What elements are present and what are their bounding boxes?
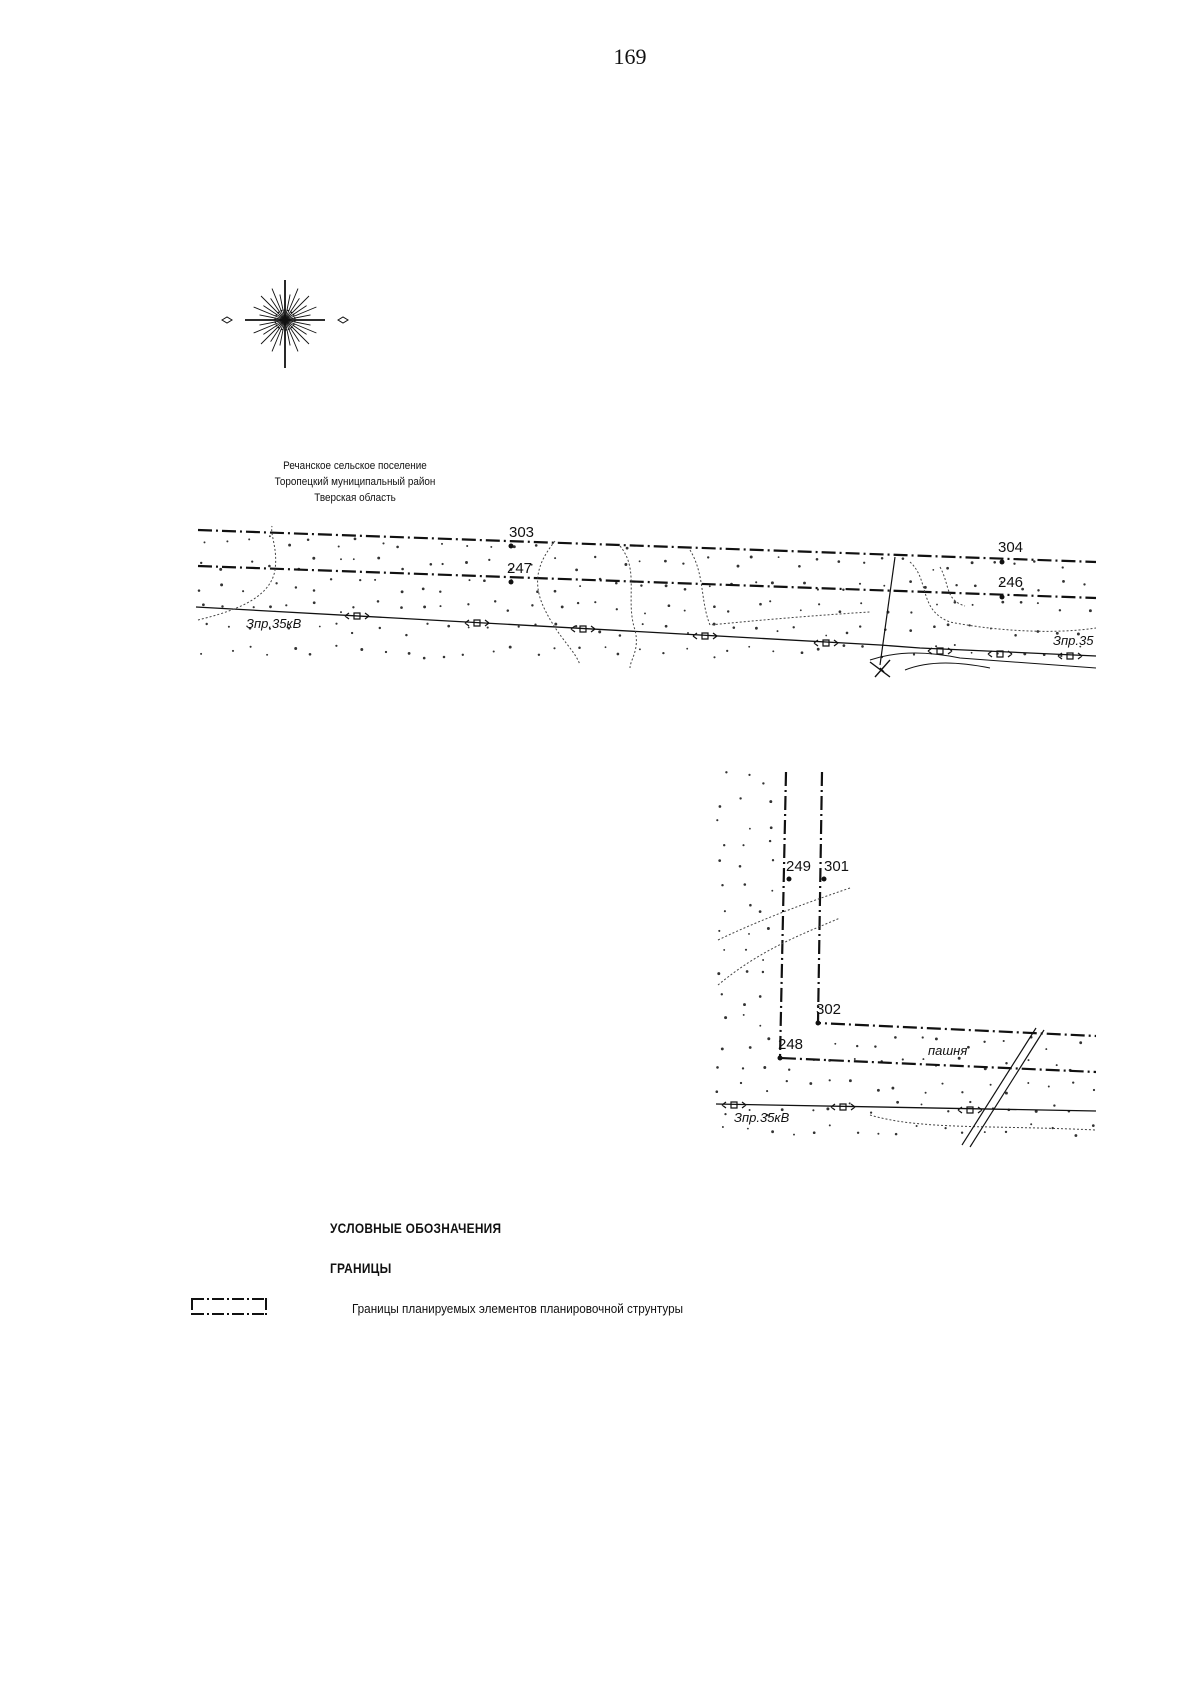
location-caption	[252, 458, 459, 506]
boundary-point	[822, 877, 827, 882]
map-fragment-bottom	[715, 771, 1200, 1160]
power-line-label: Зпр.35	[1053, 633, 1094, 648]
dash-dot-boundary-icon	[190, 1295, 268, 1317]
field-edge	[198, 526, 276, 620]
field-edge	[870, 1115, 1096, 1130]
boundary-line	[818, 772, 1096, 1036]
boundary-point	[816, 1021, 821, 1026]
power-line	[196, 607, 1096, 656]
boundary-point	[1000, 560, 1005, 565]
field-edge	[940, 567, 965, 606]
point-label: 247	[507, 560, 533, 577]
point-label: 246	[998, 574, 1024, 591]
caption-line: Торопецкий муниципальный район	[274, 476, 436, 488]
point-label: 248	[778, 1036, 804, 1053]
road	[880, 557, 895, 665]
point-label: 302	[816, 1001, 842, 1018]
boundary-line	[780, 772, 1096, 1072]
boundary-point	[787, 877, 792, 882]
boundary-line-bottom	[198, 566, 1096, 598]
boundary-point	[509, 544, 514, 549]
caption-line: Тверская область	[314, 492, 396, 504]
land-use-label: пашня	[928, 1043, 968, 1058]
road	[970, 1030, 1044, 1147]
field-edge	[538, 541, 580, 665]
power-line-label: Зпр.35кВ	[734, 1110, 790, 1125]
legend-title: УСЛОВНЫЕ ОБОЗНАЧЕНИЯ	[330, 1220, 502, 1236]
legend-item-label: Границы планируемых элементов планировочной струнтуры	[352, 1301, 684, 1316]
field-edge	[718, 918, 840, 985]
power-line-label: Зпр.35кВ	[246, 616, 302, 631]
compass-rose-icon	[222, 280, 348, 368]
road	[905, 663, 990, 670]
map-fragment-top	[196, 515, 1200, 685]
boundary-line-top	[198, 530, 1096, 562]
point-label: 304	[998, 539, 1024, 556]
boundary-point	[509, 580, 514, 585]
road	[962, 1028, 1036, 1145]
point-label: 301	[824, 858, 850, 875]
page-number: 169	[613, 44, 647, 69]
boundary-point	[1000, 595, 1005, 600]
field-edge	[620, 546, 636, 668]
point-label: 303	[509, 524, 535, 541]
point-label: 249	[786, 858, 812, 875]
boundary-point	[778, 1056, 783, 1061]
caption-line: Речанское сельское поселение	[283, 460, 427, 472]
legend-group-title: ГРАНИЦЫ	[330, 1260, 392, 1276]
